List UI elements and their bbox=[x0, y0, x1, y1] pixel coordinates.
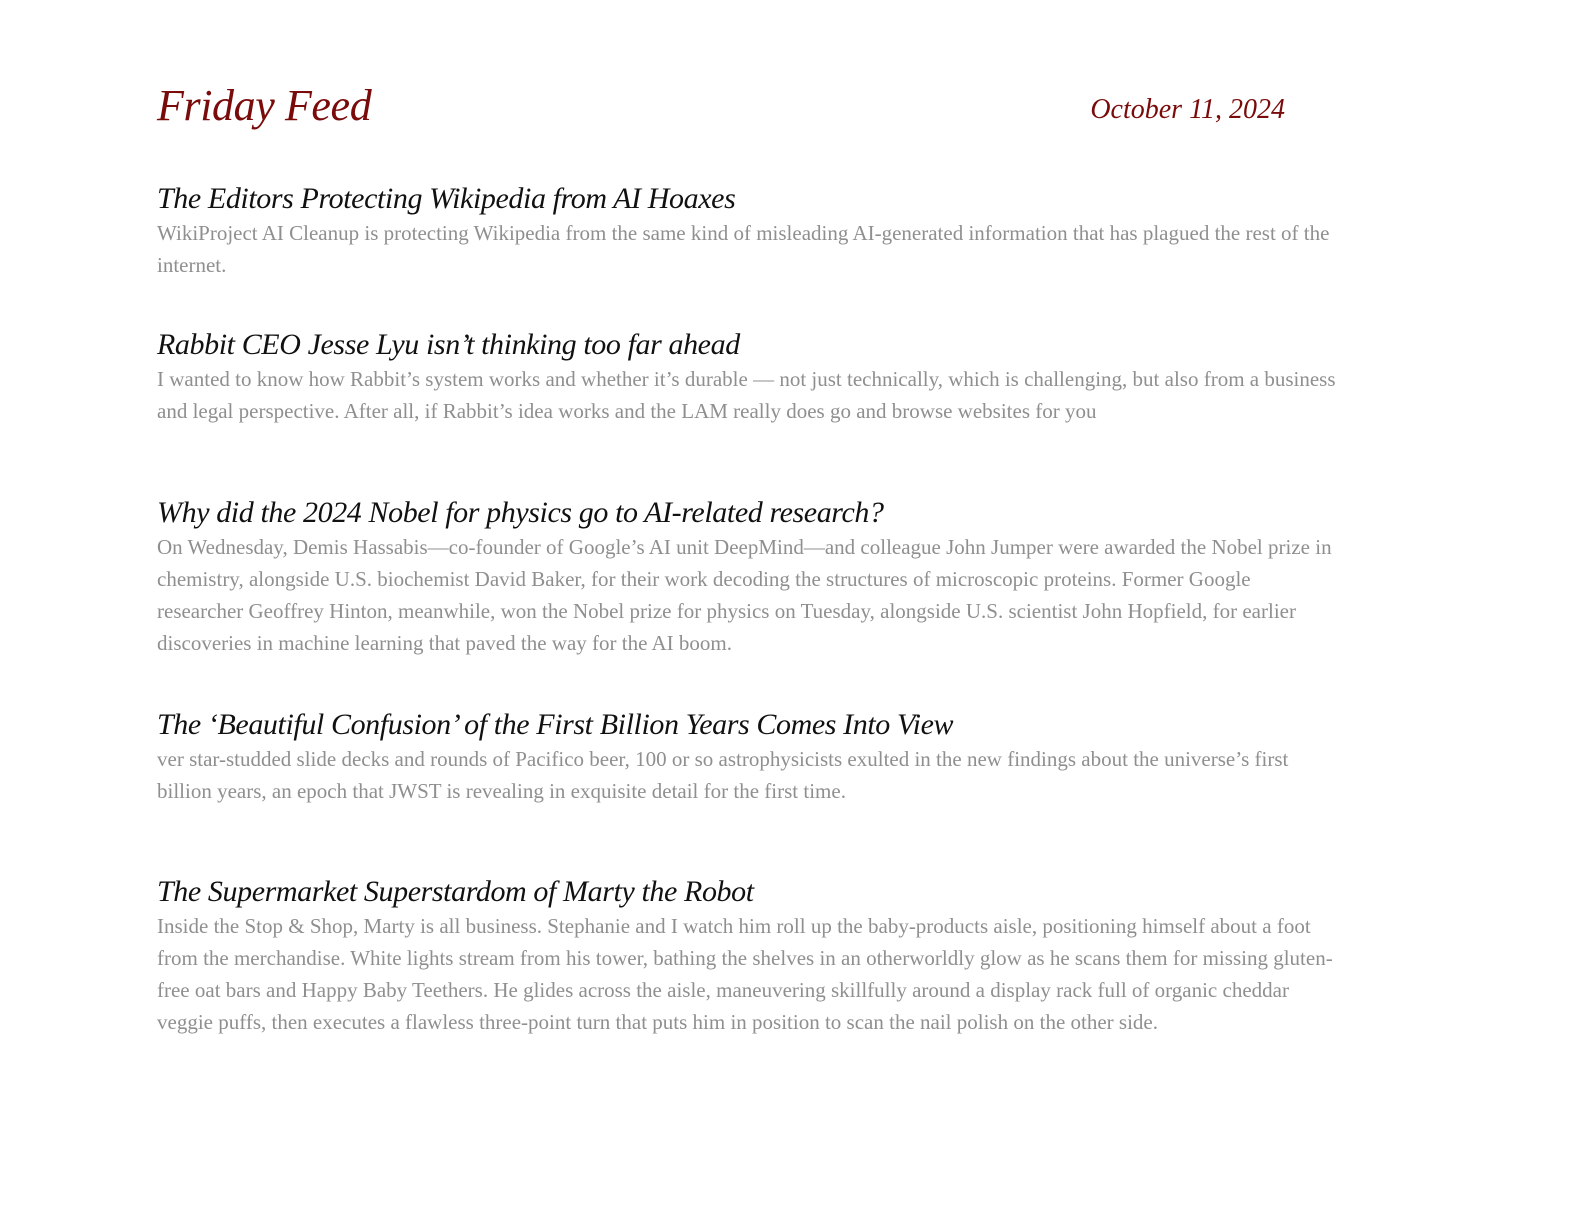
article-summary: On Wednesday, Demis Hassabis—co-founder of Google’s AI unit DeepMind—and colleague John Jumper were awarded the Nobel prize in chemistry, alongside U.S. biochemist David Baker, for their work decoding the structures of microscopic proteins. Former Google researcher Geoffrey Hinton, meanwhile, won the Nobel prize for physics on Tuesday, alongside U.S. scientist John Hopfield, for earlier discoveries in machine learning that paved the way for the AI boom. bbox=[157, 535, 1332, 655]
article-item bbox=[157, 181, 1342, 281]
article-summary: WikiProject AI Cleanup is protecting Wikipedia from the same kind of misleading AI-generated information that has plagued the rest of the internet. bbox=[157, 221, 1330, 277]
article-summary: ver star-studded slide decks and rounds of Pacifico beer, 100 or so astrophysicists exulted in the new findings about the universe’s first billion years, an epoch that JWST is revealing in exquisite detail for the first time. bbox=[157, 747, 1289, 803]
article-title[interactable]: The ‘Beautiful Confusion’ of the First Billion Years Comes Into View bbox=[157, 708, 954, 741]
feed-header bbox=[157, 78, 1307, 138]
article-item bbox=[157, 495, 1342, 659]
article-title[interactable]: Rabbit CEO Jesse Lyu isn’t thinking too far ahead bbox=[157, 328, 740, 361]
article-title[interactable]: Why did the 2024 Nobel for physics go to AI-related research? bbox=[157, 496, 884, 529]
article-summary: I wanted to know how Rabbit’s system works and whether it’s durable — not just technically, which is challenging, but also from a business and legal perspective. After all, if Rabbit’s idea works and the LAM really does go and browse websites for you bbox=[157, 367, 1336, 423]
feed-date: October 11, 2024 bbox=[1090, 94, 1285, 125]
article-title[interactable]: The Editors Protecting Wikipedia from AI Hoaxes bbox=[157, 182, 736, 215]
article-title[interactable]: The Supermarket Superstardom of Marty the Robot bbox=[157, 875, 754, 908]
article-summary: Inside the Stop & Shop, Marty is all business. Stephanie and I watch him roll up the baby-products aisle, positioning himself about a foot from the merchandise. White lights stream from his tower, bathing the shelves in an otherworldly glow as he scans them for missing gluten-free oat bars and Happy Baby Teethers. He glides across the aisle, maneuvering skillfully around a display rack full of organic cheddar veggie puffs, then executes a flawless three-point turn that puts him in position to scan the nail polish on the other side. bbox=[157, 914, 1333, 1034]
article-item bbox=[157, 327, 1342, 427]
article-item bbox=[157, 707, 1342, 807]
page-title: Friday Feed bbox=[157, 81, 372, 130]
article-item bbox=[157, 874, 1342, 1038]
